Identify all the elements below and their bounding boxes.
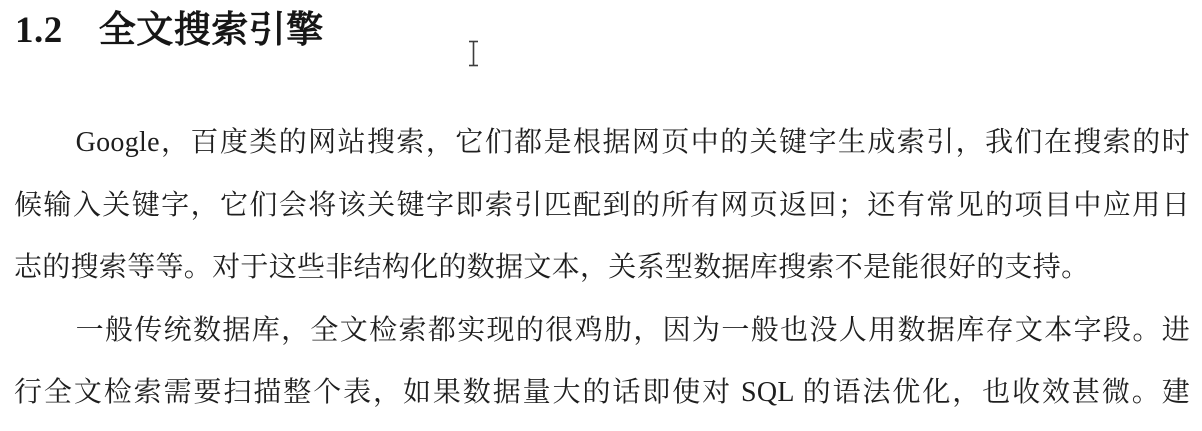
- text-line[interactable]: 志的搜索等等。对于这些非结构化的数据文本，关系型数据库搜索不是能很好的支持。: [14, 252, 1090, 283]
- paragraph: [14, 300, 1190, 425]
- text-line[interactable]: 一般传统数据库，全文检索都实现的很鸡肋，因为一般也没人用数据库存文本字段。进: [75, 314, 1190, 346]
- text-line[interactable]: 候输入关键字，它们会将该关键字即索引匹配到的所有网页返回；还有常见的项目中应用日: [14, 189, 1190, 221]
- paragraph: [14, 112, 1190, 300]
- section-heading: [0, 0, 1202, 54]
- text-line[interactable]: 行全文检索需要扫描整个表，如果数据量大的话即使对 SQL 的语法优化，也收效甚微。建: [14, 377, 1190, 408]
- text-line[interactable]: Google，百度类的网站搜索，它们都是根据网页中的关键字生成索引，我们在搜索的时: [75, 127, 1190, 158]
- section-number: 1.2: [15, 10, 63, 51]
- document-body[interactable]: [0, 112, 1202, 425]
- section-title: 全文搜索引擎: [98, 10, 324, 51]
